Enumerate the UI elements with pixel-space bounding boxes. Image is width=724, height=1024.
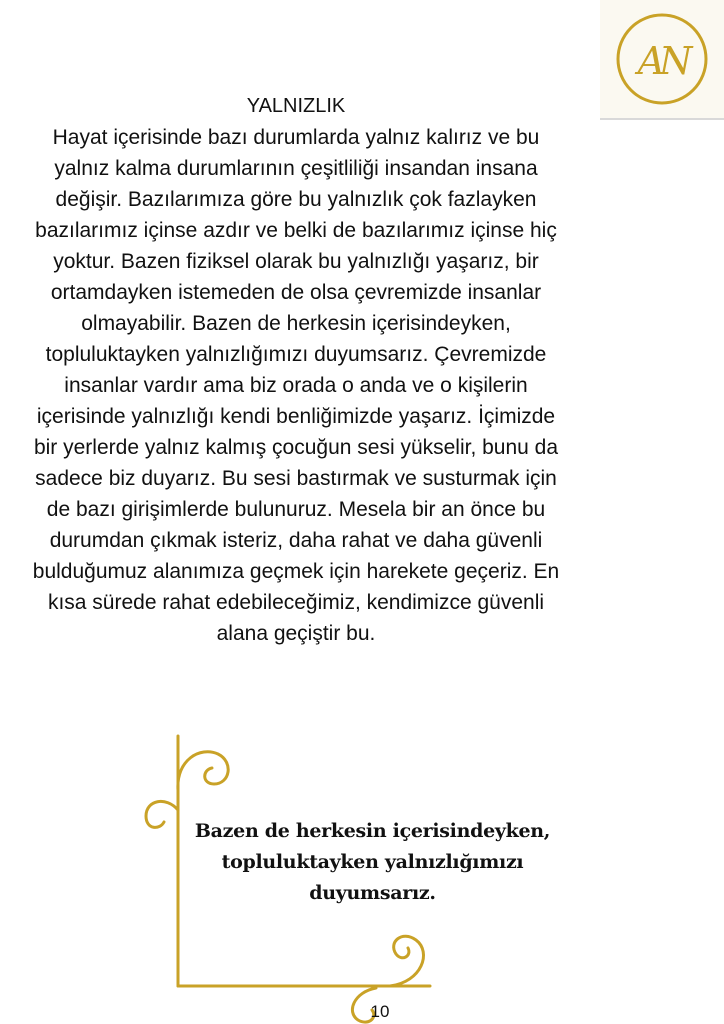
logo-panel — [600, 0, 724, 120]
article-title: YALNIZLIK — [246, 95, 346, 117]
page-number: 10 — [370, 1002, 390, 1021]
left-scroll-ornament — [146, 801, 178, 827]
top-scroll-ornament — [178, 752, 228, 790]
monogram-logo — [600, 0, 724, 118]
article — [24, 92, 568, 649]
article-body: Hayat içerisinde bazı durumlarda yalnız kalırız ve bu yalnız kalma durumlarının çeşitliliği insandan insana değişir. Bazılarımıza göre bu yalnızlık çok fazlayken bazılarımız içinse azdır ve belki de bazılarımız içinse hiç yoktur. Bazen fiziksel olarak bu yalnızlığı yaşarız, bir ortamdayken istemeden de olsa çevremizde insanlar olmayabilir. Bazen de herkesin içerisindeyken, topluluktayken yalnızlığımızı duyumsarız. Çevremizde insanlar vardır ama biz orada o anda ve o kişilerin içerisinde yalnızlığı kendi benliğimizde yaşarız. İçimizde bir yerlerde yalnız kalmış çocuğun sesi yükselir, bunu da sadece biz duyarız. Bu sesi bastırmak ve susturmak için de bazı girişimlerde bulunuruz. Mesela bir an önce bu durumdan çıkmak isteriz, daha rahat ve daha güvenli bulduğumuz alanımıza geçmek için harekete geçeriz. En kısa sürede rahat edebileceğimiz, kendimizce güvenli alana geçiştir bu. — [32, 126, 560, 645]
bottom-scroll-ornament — [390, 936, 424, 986]
monogram-text: AN — [637, 39, 687, 83]
pull-quote: Bazen de herkesin içerisindeyken, topluluktayken yalnızlığımızı duyumsarız. — [194, 820, 551, 904]
